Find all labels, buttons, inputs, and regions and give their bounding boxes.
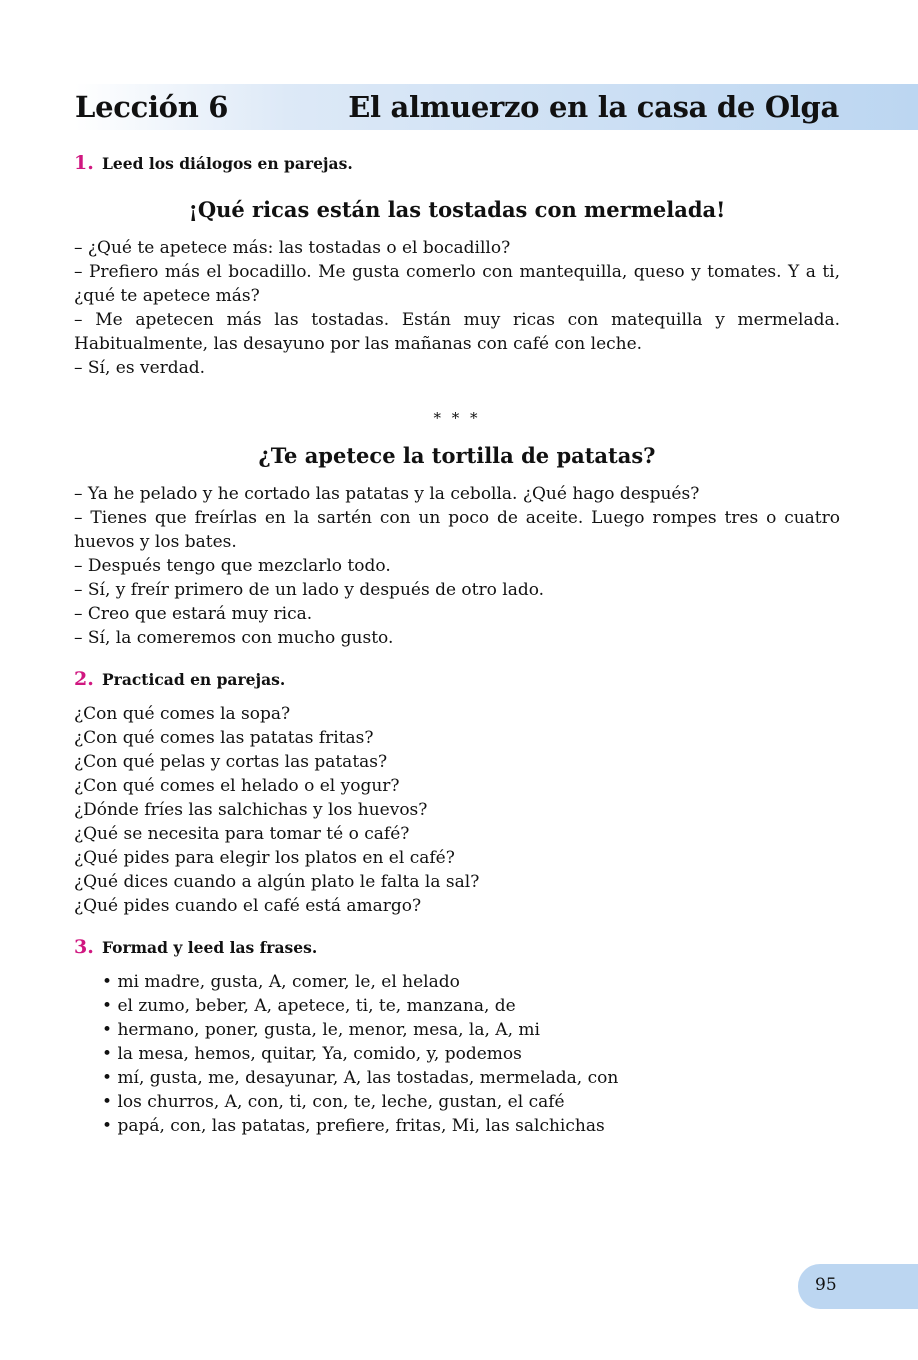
- dialogue-line: – Tienes que freírlas en la sartén con un poco de aceite. Luego rompes tres o cuatro huevos y los bates.: [74, 508, 840, 552]
- dialogue-line: – Sí, es verdad.: [74, 358, 206, 378]
- task-instruction: Leed los diálogos en parejas.: [102, 154, 353, 173]
- dialogue-line: – Después tengo que mezclarlo todo.: [74, 556, 391, 576]
- dialogue-line: – Sí, y freír primero de un lado y después de otro lado.: [74, 580, 545, 600]
- task-number: 1.: [74, 152, 94, 174]
- question: ¿Con qué comes las patatas fritas?: [74, 728, 374, 748]
- question: ¿Con qué comes el helado o el yogur?: [74, 776, 400, 796]
- lesson-number: Lección 6: [75, 90, 229, 124]
- task-instruction: Formad y leed las frases.: [102, 938, 318, 957]
- task-number: 2.: [74, 668, 94, 690]
- task-instruction: Practicad en parejas.: [102, 670, 286, 689]
- list-item: • mí, gusta, me, desayunar, A, las tostadas, mermelada, con: [102, 1066, 840, 1090]
- list-item: • la mesa, hemos, quitar, Ya, comido, y, podemos: [102, 1042, 840, 1066]
- question: ¿Dónde fríes las salchichas y los huevos?: [74, 800, 428, 820]
- question: ¿Con qué comes la sopa?: [74, 704, 291, 724]
- list-item: • los churros, A, con, ti, con, te, leche, gustan, el café: [102, 1090, 840, 1114]
- page-number: 95: [815, 1275, 837, 1295]
- dialogue-line: – Me apetecen más las tostadas. Están muy ricas con matequilla y mermelada. Habitualmente, las desayuno por las mañanas con café con leche.: [74, 310, 840, 354]
- list-item: • papá, con, las patatas, prefiere, fritas, Mi, las salchichas: [102, 1114, 840, 1138]
- dialogue-line: – Creo que estará muy rica.: [74, 604, 313, 624]
- task-1-heading: [74, 152, 840, 174]
- dialogue-2: [74, 482, 840, 650]
- dialogue-line: – Sí, la comeremos con mucho gusto.: [74, 628, 394, 648]
- question: ¿Con qué pelas y cortas las patatas?: [74, 752, 388, 772]
- dialogue-line: – Ya he pelado y he cortado las patatas y la cebolla. ¿Qué hago después?: [74, 484, 700, 504]
- question: ¿Qué pides cuando el café está amargo?: [74, 896, 422, 916]
- list-item: • hermano, poner, gusta, le, menor, mesa, la, A, mi: [102, 1018, 840, 1042]
- section-separator: * * *: [433, 409, 481, 427]
- dialogue-line: – Prefiero más el bocadillo. Me gusta comerlo con mantequilla, queso y tomates. Y a ti, ¿qué te apetece más?: [74, 262, 840, 306]
- task-number: 3.: [74, 936, 94, 958]
- question-list: [74, 702, 840, 918]
- page-content: [74, 148, 840, 1138]
- question: ¿Qué se necesita para tomar té o café?: [74, 824, 410, 844]
- list-item: • mi madre, gusta, A, comer, le, el helado: [102, 970, 840, 994]
- dialogue-1: [74, 236, 840, 380]
- dialogue-line: – ¿Qué te apetece más: las tostadas o el bocadillo?: [74, 238, 511, 258]
- lesson-title: El almuerzo en la casa de Olga: [348, 90, 839, 124]
- word-list: [74, 970, 840, 1138]
- list-item: • el zumo, beber, A, apetece, ti, te, manzana, de: [102, 994, 840, 1018]
- dialogue-1-title: ¡Qué ricas están las tostadas con mermelada!: [188, 197, 726, 222]
- question: ¿Qué dices cuando a algún plato le falta la sal?: [74, 872, 480, 892]
- task-3-heading: [74, 936, 840, 958]
- task-2-heading: [74, 668, 840, 690]
- question: ¿Qué pides para elegir los platos en el café?: [74, 848, 455, 868]
- dialogue-2-title: ¿Te apetece la tortilla de patatas?: [258, 443, 656, 468]
